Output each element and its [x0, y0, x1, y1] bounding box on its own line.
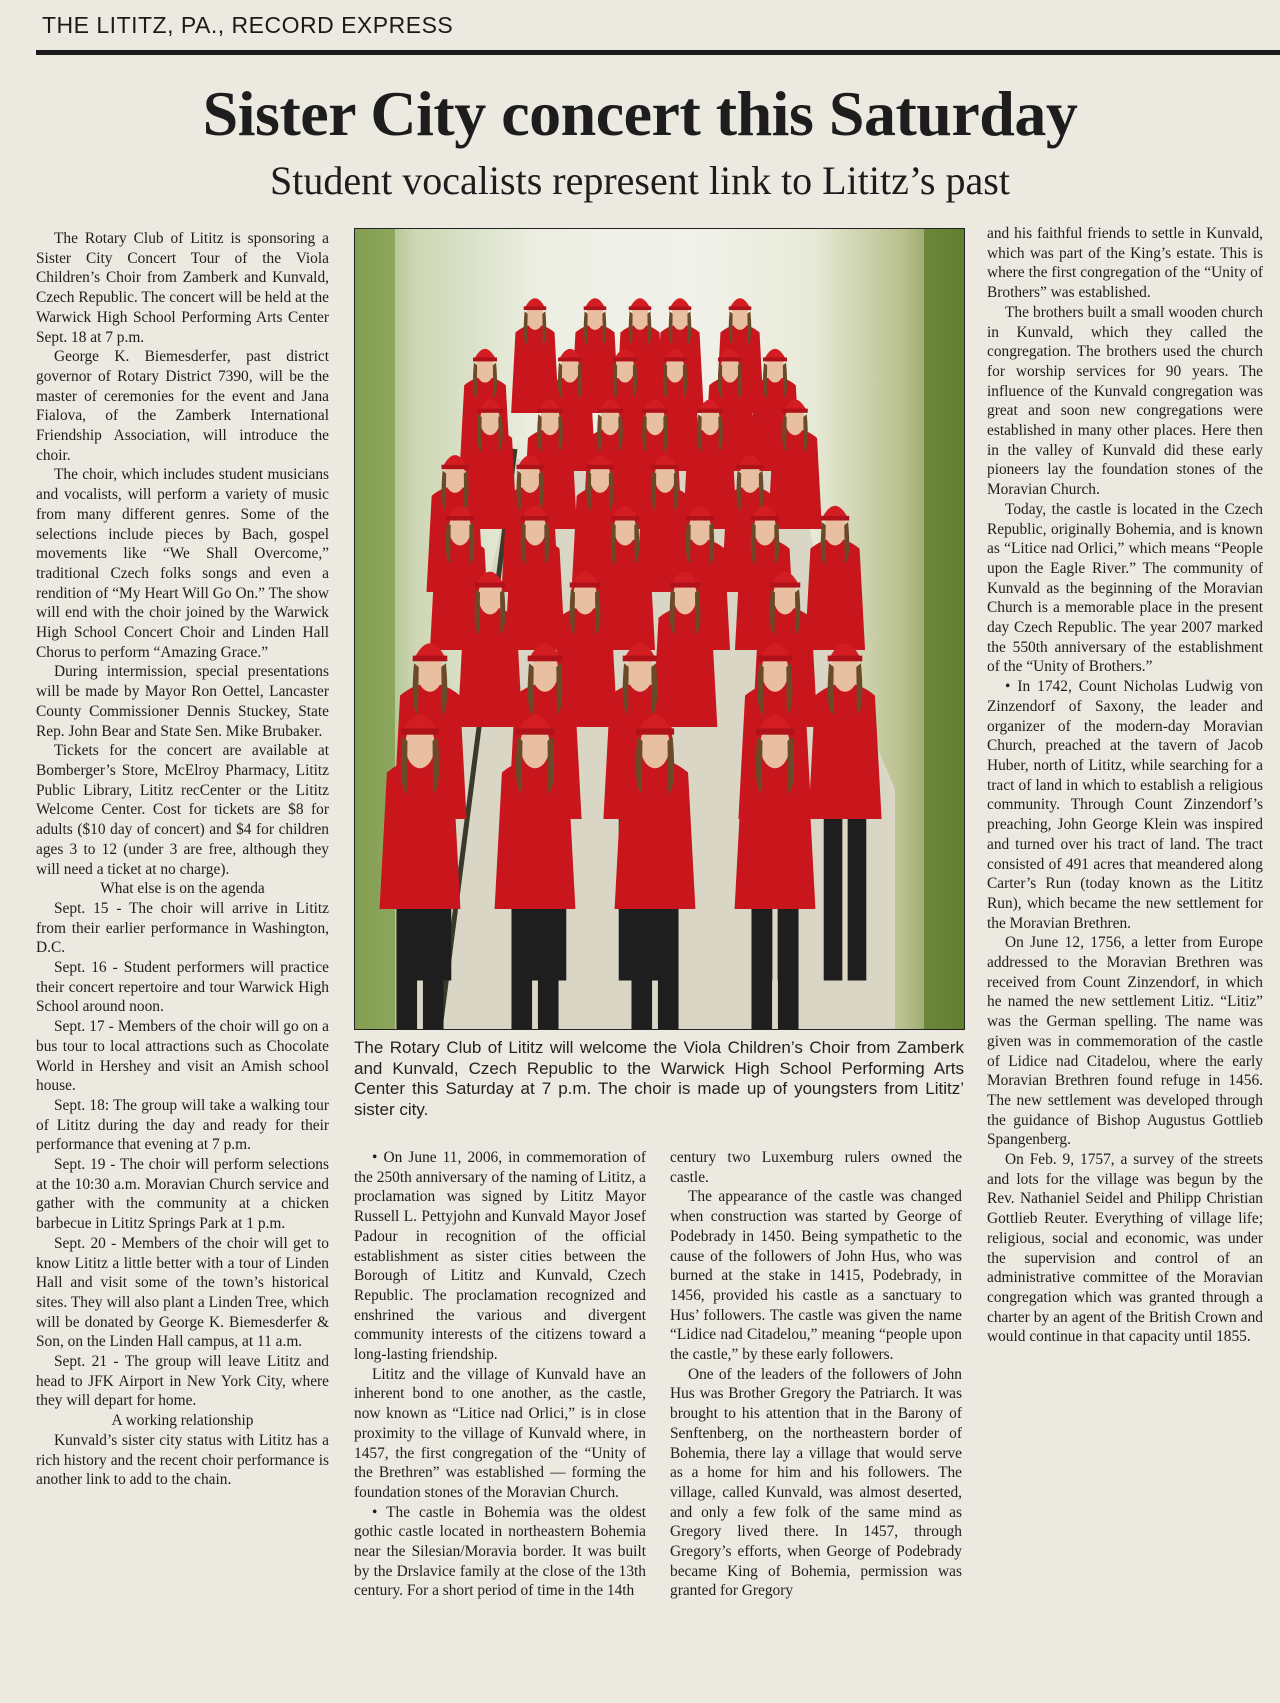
paragraph: Today, the castle is located in the Czech Republic, originally Bohemia, and is known as “Litice nad Orlici,” which means “People upon the Eagle River.” The community of Kunvald as the beginning of the Moravian Church is a memorable place in the present day Czech Republic. The year 2007 marked the 550th anniversary of the establishment of the “Unity of Brothers.”: [987, 500, 1263, 676]
paragraph: The choir, which includes student musicians and vocalists, will perform a variety of music from many different genres. Some of the selections include pieces by Bach, gospel movements like “We Shall Overcome,” traditional Czech folks songs and even a rendition of “My Heart Will Go On.” The show will end with the choir joined by the Warwick High School Concert Choir and Linden Hall Chorus to perform “Amazing Grace.”: [36, 466, 329, 661]
paragraph: One of the leaders of the followers of John Hus was Brother Gregory the Patriarch. It was brought to his attention that in the Barony of Senftenberg, on the northeastern border of Bohemia, there lay a village that would serve as a home for him and his followers. The village, called Kunvald, was almost deserted, and only a few folk of the same mind as Gregory lived there. In 1457, through Gregory’s efforts, when George of Podebrady became King of Bohemia, permission was granted for Gregory: [670, 1365, 962, 1600]
agenda-item: Sept. 18: The group will take a walking tour of Lititz during the day and ready for their performance that evening at 7 p.m.: [36, 1096, 329, 1154]
paragraph: The Rotary Club of Lititz is sponsoring a Sister City Concert Tour of the Viola Children’s Choir from Zamberk and Kunvald, Czech Republic. The concert will be held at the Warwick High School Performing Arts Center Sept. 18 at 7 p.m.: [36, 230, 329, 346]
paragraph: Lititz and the village of Kunvald have an inherent bond to one another, as the castle, now known as “Litice nad Orlici,” is in close proximity to the village of Kunvald where, in 1457, the first congregation of the “Unity of the Brethren” was established — forming the foundation stones of the Moravian Church.: [354, 1365, 646, 1501]
paragraph: During intermission, special presentations will be made by Mayor Ron Oettel, Lancaster County Commissioner Dennis Stuckey, State Rep. John Bear and State Sen. Mike Brubaker.: [36, 663, 329, 740]
article-column-2: [354, 1148, 646, 1601]
paragraph: • In 1742, Count Nicholas Ludwig von Zinzendorf of Saxony, the leader and organizer of the modern-day Moravian Church, preached at the tavern of Jacob Huber, north of Lititz, while searching for a tract of land in which to establish a religious community. Through Count Zinzendorf’s preaching, John George Klein was inspired and turned over his tract of land. The tract consisted of 491 acres that meandered along Carter’s Run (today known as the Lititz Run), which became the new settlement for the Moravian Brethren.: [987, 678, 1263, 932]
paragraph: • On June 11, 2006, in commemoration of the 250th anniversary of the naming of Lititz, a proclamation was signed by Lititz Mayor Russell L. Pettyjohn and Kunvald Mayor Josef Padour in recognition of the official establishment as sister cities between the Borough of Lititz and Kunvald, Czech Republic. The proclamation recognized and enshrined the various and divergent community interests of the citizens toward a long-lasting friendship.: [354, 1149, 646, 1364]
paragraph: Kunvald’s sister city status with Lititz has a rich history and the recent choir performance is another link to add to the chain.: [36, 1431, 329, 1489]
agenda-item: Sept. 20 - Members of the choir will get to know Lititz a little better with a tour of Linden Hall and visit some of the town’s historical sites. They will also plant a Linden Tree, which will be donated by George K. Biemesderfer & Son, on the Linden Hall campus, at 11 a.m.: [36, 1234, 329, 1351]
paragraph: George K. Biemesderfer, past district governor of Rotary District 7390, will be the master of ceremonies for the event and Jana Fialova, of the Zamberk International Friendship Association, will introduce the choir.: [36, 348, 329, 464]
masthead-rule: [36, 50, 1280, 55]
section-subhead: What else is on the agenda: [100, 880, 265, 898]
agenda-item: Sept. 17 - Members of the choir will go on a bus tour to local attractions such as Chocolate World in Hershey and visit an Amish school house.: [36, 1018, 329, 1095]
choir-photo: [354, 228, 965, 1030]
masthead: THE LITITZ, PA., RECORD EXPRESS: [42, 12, 454, 38]
section-subhead: A working relationship: [111, 1412, 254, 1430]
agenda-item: Sept. 15 - The choir will arrive in Lititz from their earlier performance in Washington, D.C.: [36, 899, 329, 957]
photo-caption: The Rotary Club of Lititz will welcome the Viola Children’s Choir from Zamberk and Kunvald, Czech Republic to the Warwick High School Performing Arts Center this Saturday at 7 p.m. The choir is made up of youngsters from Lititz’ sister city.: [354, 1038, 964, 1120]
paragraph: and his faithful friends to settle in Kunvald, which was part of the King’s estate. This is where the first congregation of the “Unity of Brothers” was established.: [987, 225, 1263, 302]
paragraph: Tickets for the concert are available at Bomberger’s Store, McElroy Pharmacy, Lititz Public Library, Lititz recCenter or the Lititz Welcome Center. Cost for tickets are $8 for adults ($10 day of concert) and $4 for children ages 3 to 12 (under 3 are free, although they will need a ticket at no charge).: [36, 742, 329, 878]
paragraph: On June 12, 1756, a letter from Europe addressed to the Moravian Brethren was received from Count Zinzendorf, in which he named the new settlement Litiz. “Litiz” was the German spelling. The name was given was in commemoration of the castle of Lidice nad Citadelou, where the early Moravian Brethren found refuge in 1456. The new settlement was developed through the guidance of Bishop Augustus Gottlieb Spangenberg.: [987, 934, 1263, 1149]
paragraph: • The castle in Bohemia was the oldest gothic castle located in northeastern Bohemia near the Silesian/Moravia border. It was built by the Drslavice family at the close of the 13th century. For a short period of time in the 14th: [354, 1503, 646, 1600]
paragraph: On Feb. 9, 1757, a survey of the streets and lots for the village was begun by the Rev. Nathaniel Seidel and Philipp Christian Gottlieb Reuter. Everything of village life; religious, social and economic, was under the supervision and control of an administrative committee of the Moravian congregation which was granted through a charter by an agent of the British Crown and would continue in that capacity until 1855.: [987, 1151, 1263, 1346]
agenda-item: Sept. 16 - Student performers will practice their concert repertoire and tour Warwick High School around noon.: [36, 959, 329, 1016]
article-column-4: [987, 224, 1263, 1347]
headline: Sister City concert this Saturday: [202, 78, 1078, 149]
article-column-1: [36, 229, 329, 1490]
paragraph: The brothers built a small wooden church in Kunvald, which they called the congregation. The brothers used the church for worship services for 90 years. The influence of the Kunvald congregation was great and soon new congregations were established in many other places. Here then in the valley of Kunvald did these early pioneers lay the foundation stones of the Moravian Church.: [987, 303, 1263, 499]
article-column-3: [670, 1148, 962, 1601]
agenda-item: Sept. 19 - The choir will perform selections at the 10:30 a.m. Moravian Church service and gather with the community at a chicken barbecue in Lititz Springs Park at 1 p.m.: [36, 1156, 329, 1233]
agenda-item: Sept. 21 - The group will leave Lititz and head to JFK Airport in New York City, where they will depart for home.: [36, 1353, 329, 1410]
subhead: Student vocalists represent link to Lititz’s past: [270, 158, 1010, 203]
paragraph: The appearance of the castle was changed when construction was started by George of Podebrady in 1450. Being sympathetic to the cause of the followers of John Hus, who was burned at the stake in 1415, Podebrady, in 1456, provided his castle as a sanctuary to Hus’ followers. The castle was given the name “Lidice nad Citadelou,” meaning “people upon the castle,” by these early followers.: [670, 1188, 962, 1364]
paragraph: century two Luxemburg rulers owned the castle.: [670, 1149, 962, 1186]
